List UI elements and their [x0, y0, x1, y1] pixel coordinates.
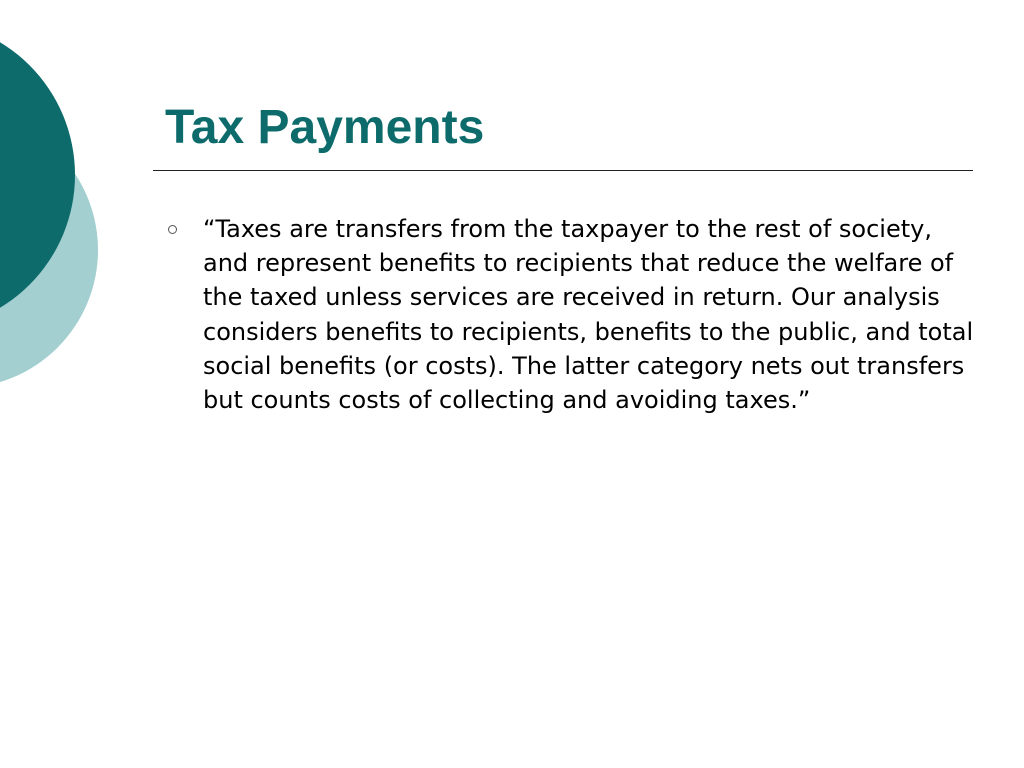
title-divider	[153, 170, 973, 171]
hollow-circle-bullet-icon	[168, 225, 177, 234]
bullet-text: “Taxes are transfers from the taxpayer to the rest of society, and represent benefits to recipients that reduce the welfare of the taxed unless services are received in return. Our analysis considers benefits to recipients, benefits to the public, and total social benefits (or costs). The latter category nets out transfers but counts costs of collecting and avoiding taxes.”	[203, 215, 974, 415]
slide-title: Tax Payments	[165, 101, 485, 154]
bullet-list	[160, 212, 975, 417]
bullet-item	[160, 212, 975, 417]
